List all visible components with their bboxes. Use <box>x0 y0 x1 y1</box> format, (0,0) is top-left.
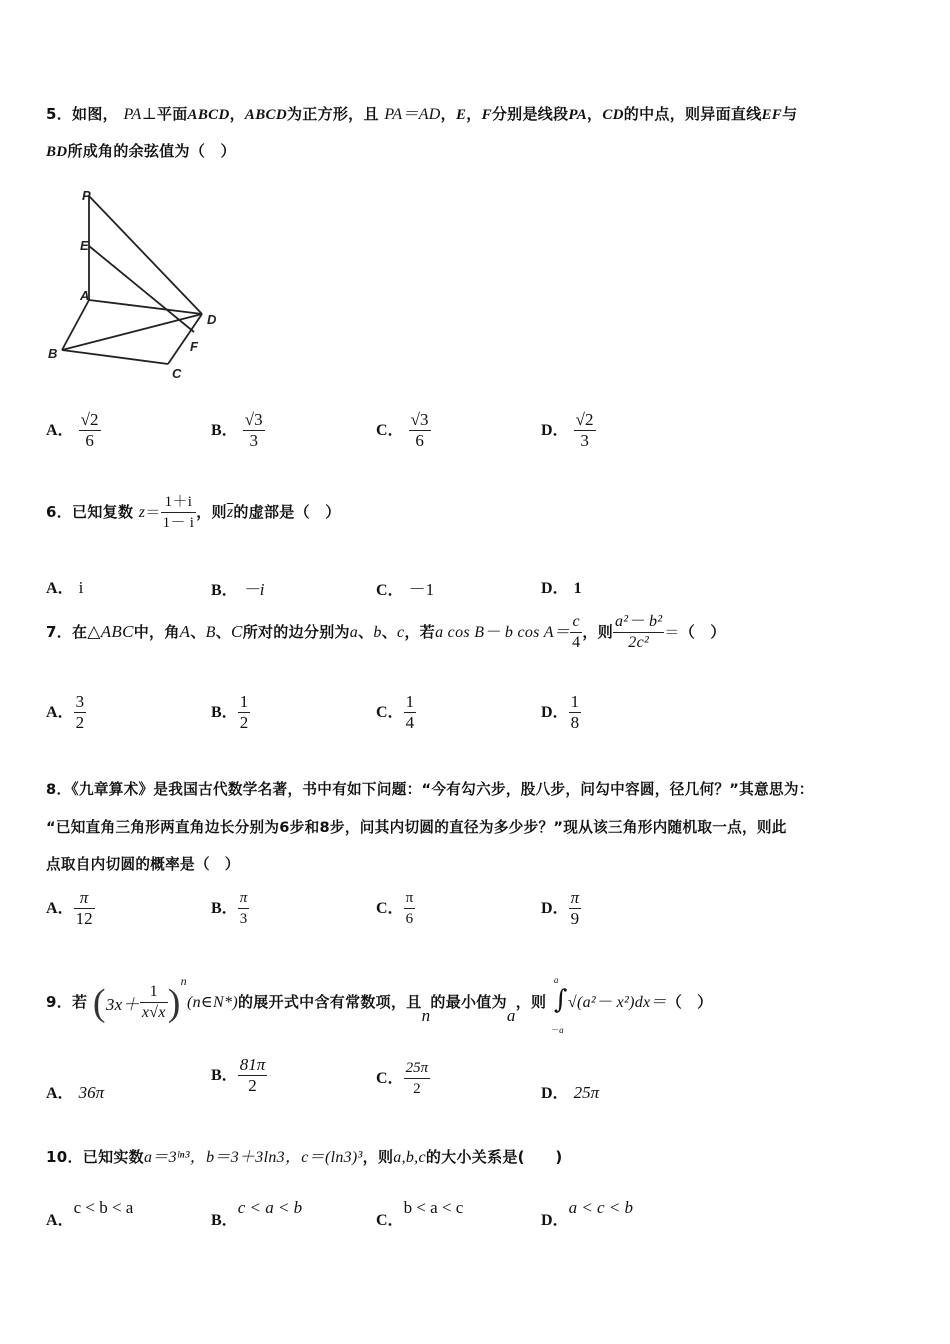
option-label: C． <box>376 1070 404 1087</box>
q5-text: ， <box>466 105 482 123</box>
q10-abc: a,b,c <box>393 1149 426 1166</box>
denominator: 12 <box>75 909 93 928</box>
q5-text: ， <box>587 105 603 123</box>
q7-angle-a: A <box>179 622 191 641</box>
q7-text: ，则 <box>582 623 613 641</box>
option-fraction <box>243 410 265 451</box>
option-fraction <box>409 410 431 451</box>
q5-text: ， <box>440 105 456 123</box>
q7-text: （ ） <box>679 623 726 641</box>
q6-text: ，则 <box>196 503 227 521</box>
q8-option-c[interactable] <box>376 888 415 929</box>
q6-number: 6． <box>46 503 73 521</box>
q5-text: 为正方形，且 <box>286 105 379 123</box>
q5-text: 的中点，则异面直线 <box>623 105 762 123</box>
option-label: B． <box>211 1212 238 1229</box>
option-label: A． <box>46 422 74 439</box>
q10-stem <box>46 1144 563 1167</box>
edge-ad <box>89 300 202 314</box>
q10-number: 10． <box>46 1148 83 1166</box>
q10-option-b[interactable] <box>211 1198 302 1230</box>
integral-sign-icon: ∫ <box>553 984 568 1015</box>
q5-pa-eq-ad: PA＝AD <box>384 106 441 123</box>
denominator: x√x <box>141 1004 166 1021</box>
option-value: a < c < b <box>568 1198 634 1217</box>
q5-pyramid-figure <box>44 182 234 392</box>
q7-text: ，若 <box>404 623 436 641</box>
numerator: √3 <box>410 410 429 429</box>
option-fraction <box>404 888 416 929</box>
q5-e: E <box>455 107 467 123</box>
q7-condition: a cos B－ b cos A＝ <box>435 624 571 641</box>
q9-text: 的最小值为 <box>430 993 507 1011</box>
option-value: b < a < c <box>403 1198 464 1217</box>
q5-option-d[interactable] <box>541 410 596 451</box>
option-fraction <box>574 410 596 451</box>
integral-upper: a <box>553 974 559 985</box>
q7-option-b[interactable] <box>211 692 250 733</box>
option-value: c < b < a <box>73 1198 134 1217</box>
numerator: √2 <box>80 410 99 429</box>
q9-text: 若 <box>72 993 88 1011</box>
option-value: －i <box>242 580 265 599</box>
option-fraction <box>569 692 582 733</box>
option-value: i <box>78 578 84 597</box>
label-a: A <box>80 288 90 303</box>
q7-text: 中，角 <box>133 623 180 641</box>
q9-option-b[interactable] <box>211 1055 267 1096</box>
q7-number: 7． <box>46 623 73 641</box>
option-label: C． <box>376 582 404 599</box>
q8-line3: 点取自内切圆的概率是（ ） <box>46 856 240 873</box>
q9-left-paren: ( <box>92 981 106 1024</box>
q5-text: 如图， <box>72 105 118 123</box>
q5-number: 5． <box>46 105 73 123</box>
option-fraction <box>79 410 101 451</box>
q5-ef: EF <box>761 107 783 123</box>
numerator: 1＋i <box>164 494 193 510</box>
q5-abcd: ABCD <box>187 107 230 123</box>
q9-fraction <box>140 982 168 1023</box>
q8-option-a[interactable] <box>46 888 95 929</box>
option-value: 25π <box>573 1083 600 1102</box>
option-fraction <box>238 1055 268 1096</box>
denominator: 4 <box>405 713 415 732</box>
label-f: F <box>190 339 198 354</box>
label-e: E <box>80 238 89 253</box>
label-b: B <box>48 346 58 361</box>
q7-angle-c: C <box>231 622 243 641</box>
option-fraction <box>74 692 87 733</box>
numerator: a²－ b² <box>615 613 663 630</box>
q9-text: （ ） <box>666 993 713 1011</box>
option-fraction <box>404 1058 431 1099</box>
q6-fraction <box>161 492 197 533</box>
q5-text: 所成角的余弦值为（ ） <box>67 142 236 160</box>
option-label: D． <box>541 704 569 721</box>
numerator: 81π <box>239 1055 266 1074</box>
q9-integrand: √(a²－ x²)dx＝ <box>567 994 667 1011</box>
q5-option-a[interactable] <box>46 410 101 451</box>
q10-text: 的大小关系是( ) <box>425 1148 563 1166</box>
q7-text: 、 <box>381 623 398 641</box>
denominator: 6 <box>409 430 431 451</box>
q9-expr: 3x＋ <box>105 995 140 1014</box>
option-value: 36π <box>78 1083 105 1102</box>
option-value: －1 <box>408 580 435 599</box>
option-label: B． <box>211 422 238 439</box>
q5-line1 <box>46 101 797 124</box>
option-label: C． <box>376 1212 404 1229</box>
q5-text: 与 <box>782 105 798 123</box>
q7-side-c: c <box>397 624 405 641</box>
q7-option-d[interactable] <box>541 692 581 733</box>
q7-text: 、 <box>215 623 232 641</box>
q7-cond-fraction <box>570 612 582 653</box>
q9-text: 的展开式中含有常数项，且 <box>237 993 422 1011</box>
edge-pd <box>89 196 202 314</box>
option-label: C． <box>376 900 404 917</box>
q7-side-a: a <box>349 624 359 641</box>
numerator: c <box>572 613 580 630</box>
option-label: B． <box>211 704 238 721</box>
q5-cd: CD <box>602 107 624 123</box>
q9-a: a <box>506 1006 516 1025</box>
q5-bd: BD <box>46 144 68 160</box>
q8-line1: 8．《九章算术》是我国古代数学名著，书中有如下问题：“今有勾六步，股八步，问勾中容圆，径几何？”其意思为： <box>46 781 814 798</box>
option-label: A． <box>46 1085 74 1102</box>
denominator: 2 <box>239 713 249 732</box>
q9-number: 9． <box>46 993 73 1011</box>
q6-eq: ＝ <box>145 505 161 521</box>
q6-option-d[interactable] <box>541 575 582 598</box>
denominator: 2 <box>75 713 85 732</box>
q10-expression: a＝3ˡⁿ³，b＝3＋3ln3，c＝(ln3)³ <box>143 1149 363 1166</box>
numerator: √3 <box>244 410 263 429</box>
numerator: π <box>79 888 89 907</box>
label-d: D <box>207 312 217 327</box>
option-label: C． <box>376 704 404 721</box>
q10-option-a[interactable] <box>46 1198 133 1230</box>
denominator: 1－ i <box>161 512 197 533</box>
q9-stem <box>46 974 713 1035</box>
q6-option-b[interactable] <box>211 575 265 600</box>
denominator: 6 <box>404 908 416 929</box>
q9-option-c[interactable] <box>376 1058 430 1099</box>
q10-option-d[interactable] <box>541 1198 633 1230</box>
q7-option-c[interactable] <box>376 692 416 733</box>
q6-z: z <box>138 504 146 521</box>
q7-triangle: △ABC <box>87 622 134 641</box>
q7-text: 所对的边分别为 <box>242 623 350 641</box>
option-label: D． <box>541 1212 569 1229</box>
label-p: P <box>82 188 91 203</box>
q5-text: 分别是线段 <box>491 105 569 123</box>
q5-pa-perp: PA⊥ <box>123 106 157 123</box>
edge-ab <box>62 300 89 350</box>
numerator: 1 <box>149 983 158 1000</box>
denominator: 8 <box>570 713 580 732</box>
q6-text: 的虚部是（ ） <box>233 503 341 521</box>
q9-text: ，则 <box>515 993 547 1011</box>
denominator: 3 <box>243 430 265 451</box>
label-c: C <box>172 366 182 381</box>
q5-text: ， <box>229 105 245 123</box>
numerator: 1 <box>239 692 249 711</box>
q6-zbar: $\overline{z}$ <box>226 504 234 521</box>
denominator: 9 <box>569 908 582 929</box>
option-label: D． <box>541 422 569 439</box>
option-label: A． <box>46 704 74 721</box>
option-label: D． <box>541 1085 569 1102</box>
numerator: 25π <box>405 1060 429 1076</box>
q7-eq: ＝ <box>664 625 680 641</box>
numerator: 3 <box>75 692 85 711</box>
option-label: D． <box>541 900 569 917</box>
denominator: 2 <box>238 1075 268 1096</box>
q7-option-a[interactable] <box>46 692 86 733</box>
q7-expr-fraction <box>613 612 664 653</box>
q5-option-b[interactable] <box>211 410 265 451</box>
q6-option-c[interactable] <box>376 575 434 600</box>
q5-abcd: ABCD <box>244 107 287 123</box>
option-value: 1 <box>573 580 582 597</box>
numerator: π <box>570 888 580 907</box>
option-label: B． <box>211 900 238 917</box>
numerator: 1 <box>405 692 415 711</box>
numerator: π <box>405 890 414 906</box>
q5-pa: PA <box>568 107 588 123</box>
q7-stem <box>46 612 726 653</box>
q10-option-c[interactable] <box>376 1198 463 1230</box>
q9-option-d[interactable] <box>541 1080 599 1103</box>
numerator: √2 <box>575 410 594 429</box>
denominator: 2 <box>404 1078 431 1099</box>
numerator: π <box>239 890 248 906</box>
q9-integral <box>549 974 568 1035</box>
q7-text: 在 <box>72 623 88 641</box>
option-label: D． <box>541 580 569 597</box>
q5-line2 <box>46 140 236 161</box>
integral-lower: －a <box>549 1024 564 1035</box>
q8-option-b[interactable] <box>211 888 249 929</box>
q9-condition: (n∈N*) <box>186 994 238 1011</box>
option-value: c < a < b <box>237 1198 303 1217</box>
q5-text: 平面 <box>156 105 188 123</box>
q10-text: ，则 <box>362 1148 394 1166</box>
denominator: 3 <box>238 908 250 929</box>
denominator: 4 <box>572 634 581 651</box>
q8-option-d[interactable] <box>541 888 581 929</box>
option-fraction <box>238 888 250 929</box>
option-label: A． <box>46 1212 74 1229</box>
q9-n: n <box>421 1006 431 1025</box>
denominator: 2c² <box>613 632 664 653</box>
q6-text: 已知复数 <box>72 503 134 521</box>
q5-option-c[interactable] <box>376 410 431 451</box>
option-label: A． <box>46 580 74 597</box>
q8-line2: “已知直角三角形两直角边长分别为6步和8步，问其内切圆的直径为多少步？”现从该三角形内随机取一点，则此 <box>46 819 787 836</box>
option-fraction <box>74 888 95 929</box>
q7-text: 、 <box>358 623 374 641</box>
option-label: B． <box>211 1067 238 1084</box>
option-fraction <box>569 888 582 929</box>
option-label: C． <box>376 422 404 439</box>
q9-right-paren: ) <box>167 981 181 1024</box>
q5-f: F <box>481 107 492 123</box>
option-label: B． <box>211 582 238 599</box>
denominator: 6 <box>79 430 101 451</box>
option-fraction <box>238 692 251 733</box>
edge-bc <box>62 350 168 364</box>
q9-power: n <box>180 974 187 988</box>
q10-text: 已知实数 <box>82 1148 144 1166</box>
option-label: A． <box>46 900 74 917</box>
numerator: 1 <box>570 692 580 711</box>
q6-stem <box>46 492 341 533</box>
q6-option-a[interactable] <box>46 575 83 598</box>
denominator: 3 <box>574 430 596 451</box>
option-fraction <box>404 692 417 733</box>
q7-text: 、 <box>190 623 206 641</box>
q7-side-b: b <box>373 624 382 641</box>
q9-option-a[interactable] <box>46 1080 104 1103</box>
q7-angle-b: B <box>205 624 216 641</box>
